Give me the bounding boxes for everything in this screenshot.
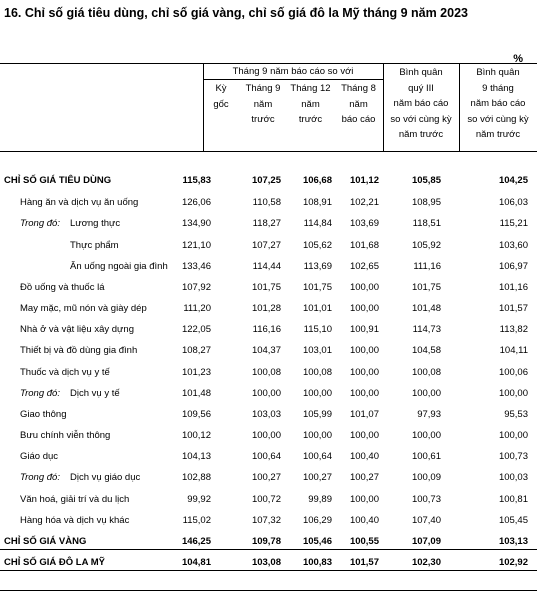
- cell-value: 100,64: [302, 451, 332, 462]
- header-col3: Tháng 12 năm trước: [290, 83, 331, 125]
- cell-value: 101,07: [349, 409, 379, 420]
- cell-value: 103,08: [251, 557, 281, 568]
- row-prefix: Trong đó:: [20, 472, 60, 483]
- row-label: CHỈ SỐ GIÁ TIÊU DÙNG: [4, 175, 112, 186]
- table-row: [0, 512, 537, 530]
- cell-value: 102,88: [181, 472, 211, 483]
- cell-value: 115,02: [182, 515, 211, 526]
- cell-value: 100,73: [411, 494, 441, 505]
- cell-value: 110,58: [252, 197, 281, 208]
- table-row: [0, 300, 537, 318]
- cell-value: 100,40: [349, 515, 379, 526]
- cell-value: 100,00: [349, 430, 379, 441]
- row-label: Thiết bị và đồ dùng gia đình: [20, 345, 138, 356]
- cell-value: 104,11: [499, 345, 528, 356]
- cell-value: 103,60: [498, 240, 528, 251]
- unit-label: %: [513, 53, 523, 65]
- row-label: Giao thông: [20, 409, 67, 420]
- cell-value: 101,28: [251, 303, 281, 314]
- header-col1: Kỳ gốc: [213, 83, 229, 110]
- row-label: May mặc, mũ nón và giày dép: [20, 303, 147, 314]
- row-label: Giáo dục: [20, 451, 59, 462]
- cell-value: 100,08: [302, 367, 332, 378]
- cell-value: 103,01: [302, 345, 332, 356]
- cell-value: 100,03: [498, 472, 528, 483]
- cell-value: 103,69: [349, 218, 379, 229]
- cell-value: 108,27: [181, 345, 211, 356]
- row-label: Thuốc và dịch vụ y tế: [20, 367, 110, 378]
- cell-value: 100,64: [251, 451, 281, 462]
- cell-value: 105,99: [302, 409, 332, 420]
- cell-value: 106,97: [498, 261, 528, 272]
- cell-value: 100,00: [498, 388, 528, 399]
- header-bottom-rule: [0, 151, 537, 152]
- cell-value: 100,00: [349, 303, 379, 314]
- table-row: [0, 172, 537, 190]
- cell-value: 101,75: [251, 282, 281, 293]
- cell-value: 100,81: [498, 494, 528, 505]
- cell-value: 146,25: [181, 536, 211, 547]
- cell-value: 114,73: [412, 324, 441, 335]
- cell-value: 105,62: [302, 240, 332, 251]
- header-col5: Bình quân quý III năm báo cáo so với cùng kỳ năm trước: [390, 67, 452, 140]
- cell-value: 99,89: [308, 494, 332, 505]
- table-row: [0, 364, 537, 382]
- cell-value: 118,51: [412, 218, 441, 229]
- cell-value: 100,08: [411, 367, 441, 378]
- row-prefix: Trong đó:: [20, 218, 60, 229]
- table-row: [0, 469, 537, 487]
- row-label: Hàng hóa và dịch vụ khác: [20, 515, 130, 526]
- cell-value: 114,44: [252, 261, 281, 272]
- cell-value: 108,95: [411, 197, 441, 208]
- cell-value: 100,00: [251, 430, 281, 441]
- cell-value: 100,55: [349, 536, 379, 547]
- row-label: Ăn uống ngoài gia đình: [70, 261, 168, 272]
- cell-value: 116,16: [252, 324, 281, 335]
- cell-value: 100,00: [411, 388, 441, 399]
- cell-value: 118,27: [252, 218, 281, 229]
- cell-value: 100,12: [181, 430, 211, 441]
- cell-value: 133,46: [181, 261, 211, 272]
- table-row: [0, 385, 537, 403]
- cell-value: 134,90: [181, 218, 211, 229]
- cell-value: 103,13: [498, 536, 528, 547]
- cell-value: 100,27: [349, 472, 379, 483]
- cell-value: 101,75: [302, 282, 332, 293]
- row-label: Nhà ở và vật liệu xây dựng: [20, 324, 134, 335]
- header-col4: Tháng 8 năm báo cáo: [341, 83, 376, 125]
- cell-value: 100,27: [251, 472, 281, 483]
- cell-value: 104,25: [498, 175, 528, 186]
- cell-value: 102,65: [349, 261, 379, 272]
- table-row: [0, 448, 537, 466]
- cell-value: 100,00: [349, 367, 379, 378]
- table-row: [0, 321, 537, 339]
- cell-value: 113,82: [499, 324, 528, 335]
- table-row: [0, 554, 537, 572]
- row-label: Dịch vụ giáo dục: [70, 472, 141, 483]
- cell-value: 104,81: [181, 557, 211, 568]
- table-row: [0, 258, 537, 276]
- table-row: [0, 237, 537, 255]
- cell-value: 115,83: [182, 175, 211, 186]
- cell-value: 100,72: [251, 494, 281, 505]
- cell-value: 106,29: [302, 515, 332, 526]
- cell-value: 126,06: [181, 197, 211, 208]
- table-title: 16. Chỉ số giá tiêu dùng, chỉ số giá vàng, chỉ số giá đô la Mỹ tháng 9 năm 2023: [4, 6, 468, 20]
- row-label: CHỈ SỐ GIÁ VÀNG: [4, 536, 87, 547]
- cell-value: 101,48: [411, 303, 441, 314]
- row-prefix: Trong đó:: [20, 388, 60, 399]
- row-label: CHỈ SỐ GIÁ ĐÔ LA MỸ: [4, 557, 105, 568]
- cell-value: 95,53: [504, 409, 528, 420]
- cell-value: 101,16: [498, 282, 528, 293]
- cell-value: 105,85: [411, 175, 441, 186]
- table-row: [0, 533, 537, 551]
- cell-value: 100,00: [251, 388, 281, 399]
- cell-value: 100,00: [349, 388, 379, 399]
- cell-value: 100,00: [498, 430, 528, 441]
- cell-value: 111,20: [183, 303, 211, 314]
- cell-value: 100,91: [349, 324, 379, 335]
- cell-value: 97,93: [417, 409, 441, 420]
- table-row: [0, 194, 537, 212]
- cell-value: 100,40: [349, 451, 379, 462]
- cell-value: 121,10: [181, 240, 211, 251]
- cell-value: 102,92: [498, 557, 528, 568]
- cell-value: 122,05: [181, 324, 211, 335]
- cell-value: 100,00: [302, 388, 332, 399]
- cell-value: 101,57: [498, 303, 528, 314]
- cell-value: 115,10: [303, 324, 332, 335]
- cell-value: 108,91: [302, 197, 332, 208]
- cell-value: 101,57: [349, 557, 379, 568]
- table-row: [0, 215, 537, 233]
- row-label: Đồ uống và thuốc lá: [20, 282, 105, 293]
- cell-value: 100,27: [302, 472, 332, 483]
- table-row: [0, 491, 537, 509]
- cell-value: 107,92: [181, 282, 211, 293]
- row-label: Dịch vụ y tế: [70, 388, 120, 399]
- row-label: Bưu chính viễn thông: [20, 430, 111, 441]
- cell-value: 107,27: [251, 240, 281, 251]
- cell-value: 100,00: [349, 494, 379, 505]
- cell-value: 109,56: [181, 409, 211, 420]
- cell-value: 101,75: [411, 282, 441, 293]
- cell-value: 106,03: [498, 197, 528, 208]
- header-col6: Bình quân 9 tháng năm báo cáo so với cùng kỳ năm trước: [467, 67, 529, 140]
- cell-value: 100,00: [411, 430, 441, 441]
- cell-value: 104,37: [251, 345, 281, 356]
- cell-value: 100,06: [498, 367, 528, 378]
- group-header: Tháng 9 năm báo cáo so với: [232, 66, 354, 77]
- cell-value: 107,40: [411, 515, 441, 526]
- cell-value: 109,78: [251, 536, 281, 547]
- table-row: [0, 279, 537, 297]
- cell-value: 101,23: [181, 367, 211, 378]
- cell-value: 100,73: [498, 451, 528, 462]
- cell-value: 100,00: [349, 282, 379, 293]
- cell-value: 107,09: [411, 536, 441, 547]
- cell-value: 100,61: [411, 451, 441, 462]
- table-row: [0, 342, 537, 360]
- cell-value: 100,08: [251, 367, 281, 378]
- cell-value: 100,00: [349, 345, 379, 356]
- cell-value: 102,21: [349, 197, 379, 208]
- cell-value: 107,25: [251, 175, 281, 186]
- cell-value: 100,09: [411, 472, 441, 483]
- cell-value: 101,48: [181, 388, 211, 399]
- cell-value: 105,45: [498, 515, 528, 526]
- cell-value: 105,46: [302, 536, 332, 547]
- cell-value: 105,92: [411, 240, 441, 251]
- cell-value: 101,01: [302, 303, 332, 314]
- cell-value: 100,00: [302, 430, 332, 441]
- row-label: Văn hoá, giải trí và du lịch: [20, 494, 130, 505]
- row-label: Thực phẩm: [70, 240, 119, 251]
- cell-value: 113,69: [303, 261, 332, 272]
- cell-value: 115,21: [499, 218, 528, 229]
- cell-value: 107,32: [251, 515, 281, 526]
- header-col2: Tháng 9 năm trước: [245, 83, 281, 125]
- cell-value: 106,68: [302, 175, 332, 186]
- table-row: [0, 406, 537, 424]
- cell-value: 104,58: [411, 345, 441, 356]
- cell-value: 100,83: [302, 557, 332, 568]
- cell-value: 111,16: [413, 261, 441, 272]
- cell-value: 104,13: [181, 451, 211, 462]
- cell-value: 101,12: [349, 175, 379, 186]
- cell-value: 99,92: [187, 494, 211, 505]
- row-label: Hàng ăn và dịch vụ ăn uống: [20, 197, 139, 208]
- cell-value: 101,68: [349, 240, 379, 251]
- cell-value: 102,30: [411, 557, 441, 568]
- cell-value: 114,84: [303, 218, 332, 229]
- cell-value: 103,03: [251, 409, 281, 420]
- table-bottom-rule: [0, 590, 537, 591]
- table-row: [0, 427, 537, 445]
- row-label: Lương thực: [70, 218, 121, 229]
